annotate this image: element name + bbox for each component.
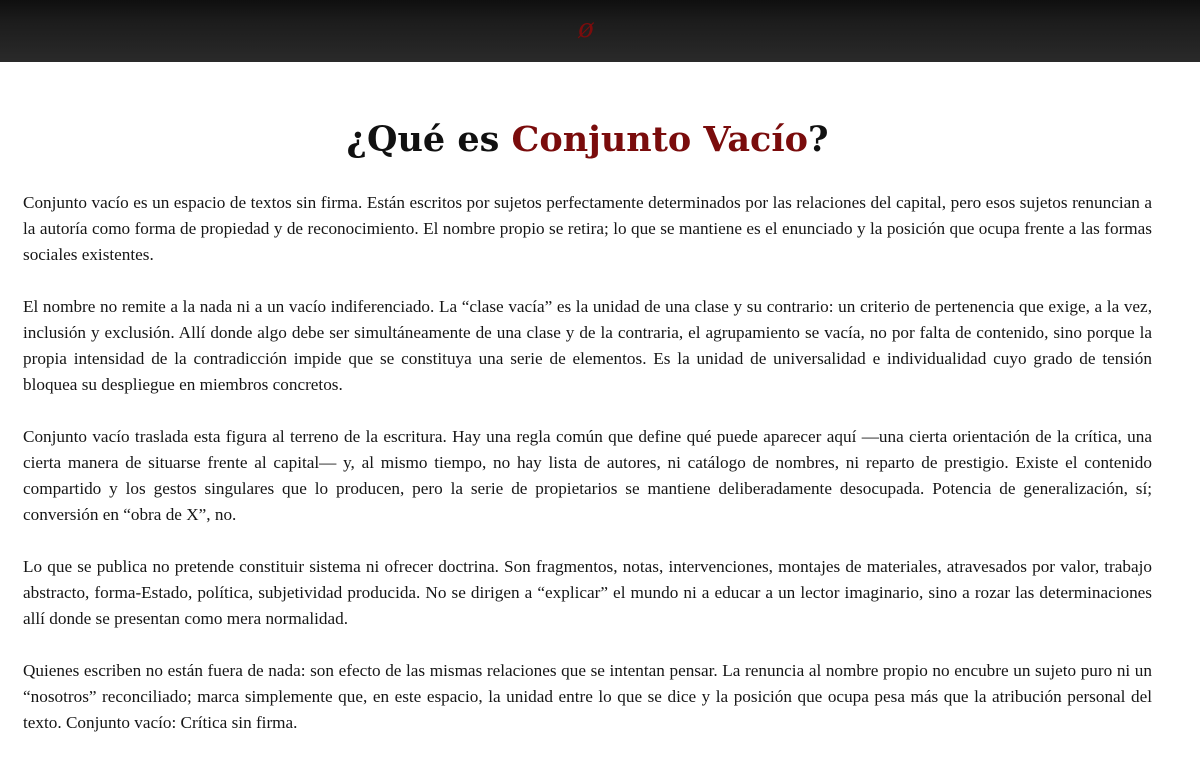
page-title-accent: Conjunto Vacío: [511, 119, 809, 160]
paragraph-1: Conjunto vacío es un espacio de textos sin firma. Están escritos por sujetos perfectamente determinados por las relaciones del capital, pero esos sujetos renuncian a la autoría como forma de propiedad y de reconocimiento. El nombre propio se retira; lo que se mantiene es el enunciado y la posición que ocupa frente a las formas sociales existentes.: [23, 193, 1152, 264]
page-title-prefix: ¿Qué es: [346, 119, 512, 160]
page-title-suffix: ?: [808, 119, 829, 160]
paragraph-4: Lo que se publica no pretende constituir sistema ni ofrecer doctrina. Son fragmentos, notas, intervenciones, montajes de materiales, atravesados por valor, trabajo abstracto, forma-Estado, política, subjetividad producida. No se dirigen a “explicar” el mundo ni a educar a un lector imaginario, sino a rozar las determinaciones allí donde se presentan como mera normalidad.: [23, 557, 1152, 628]
paragraph-2: El nombre no remite a la nada ni a un vacío indiferenciado. La “clase vacía” es la unidad de una clase y su contrario: un criterio de pertenencia que exige, a la vez, inclusión y exclusión. Allí donde algo debe ser simultáneamente de una clase y de la contraria, el agrupamiento se vacía, no por falta de contenido, sino porque la propia intensidad de la contradicción impide que se constituya una serie de elementos. Es la unidad de universalidad e individualidad cuyo grado de tensión bloquea su despliegue en miembros concretos.: [23, 297, 1152, 394]
main-content: [0, 120, 1200, 736]
paragraph-5: Quienes escriben no están fuera de nada: son efecto de las mismas relaciones que se intentan pensar. La renuncia al nombre propio no encubre un sujeto puro ni un “nosotros” reconciliado; marca simplemente que, en este espacio, la unidad entre lo que se dice y la posición que ocupa pesa más que la atribución personal del texto. Conjunto vacío: Crítica sin firma.: [23, 661, 1152, 732]
top-bar: [0, 0, 1200, 62]
article-body: [23, 190, 1152, 736]
page-title: [23, 120, 1152, 160]
paragraph-3: Conjunto vacío traslada esta figura al terreno de la escritura. Hay una regla común que define qué puede aparecer aquí —una cierta orientación de la crítica, una cierta manera de situarse frente al capital— y, al mismo tiempo, no hay lista de autores, ni catálogo de nombres, ni reparto de prestigio. Existe el contenido compartido y los gestos singulares que lo producen, pero la serie de propietarios se mantiene deliberadamente desocupada. Potencia de generalización, sí; conversión en “obra de X”, no.: [23, 427, 1152, 524]
empty-set-logo-icon[interactable]: ø: [578, 14, 594, 44]
